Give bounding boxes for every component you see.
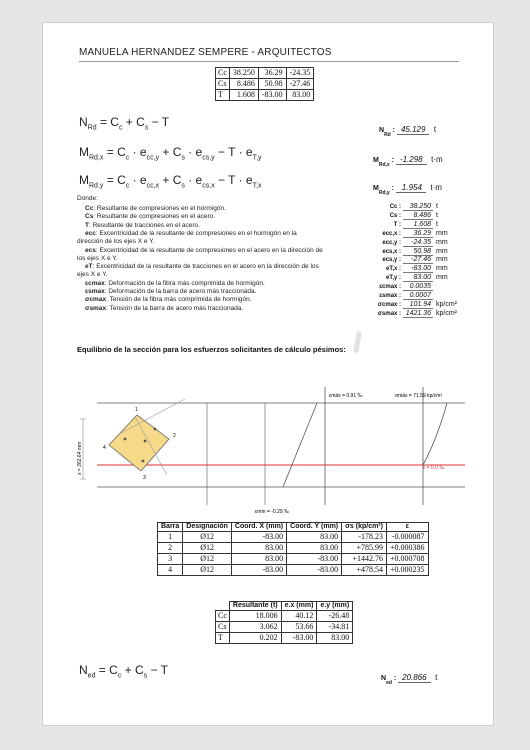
value-number: 38.250 (403, 203, 433, 211)
nrd-result: $N_{Rd}$ : 45.129 t (379, 125, 437, 139)
table-cell: -83.00 (287, 565, 342, 576)
table-row (216, 68, 314, 79)
column-header: Designación (183, 523, 232, 532)
table-cell: -0.000087 (386, 532, 428, 543)
table-cell: Cc (216, 611, 230, 622)
rebar-point (154, 428, 157, 431)
table-row (158, 532, 429, 543)
value-number: -83.00 (403, 265, 433, 273)
table-cell: 83.00 (231, 543, 286, 554)
table-row (216, 622, 353, 633)
table-cell: 4 (158, 565, 183, 576)
table-cell: -26.48 (317, 611, 353, 622)
column-header: Resultante (t) (229, 602, 281, 611)
value-key: T : (393, 221, 402, 228)
column-header: Coord. Y (mm) (287, 523, 342, 532)
column-header: e.x (mm) (281, 602, 317, 611)
column-header (216, 602, 230, 611)
value-row (378, 310, 461, 318)
rebar-point (124, 438, 127, 441)
value-unit: mm (436, 256, 448, 264)
definitions-block (77, 195, 357, 325)
table-cell: -83.00 (231, 532, 286, 543)
section-title: Equilibrio de la sección para los esfuerzos solicitantes de cálculo pésimos: (77, 345, 346, 354)
value-unit: kp/cm² (436, 309, 457, 317)
table-cell: 83.00 (231, 554, 286, 565)
definition-item (85, 305, 243, 313)
column-header: σs (kp/cm²) (342, 523, 387, 532)
value-key: εcmax : (379, 284, 402, 291)
definition-key: Cs (85, 213, 94, 221)
definition-item (85, 205, 226, 213)
definitions-intro: Donde: (77, 195, 98, 202)
definition-item (85, 288, 256, 296)
value-unit: mm (436, 265, 448, 273)
table-cell: 1.608 (229, 90, 258, 101)
table-cell: 53.66 (281, 622, 317, 633)
table-cell: Ø12 (183, 554, 232, 565)
definition-text: dirección de los ejes X e Y. (77, 238, 155, 246)
table-cell: +1442.76 (342, 554, 387, 565)
definition-text: : Resultante de compresiones en el hormigón. (93, 205, 226, 212)
definition-key: σcmax (85, 296, 107, 304)
definition-text: : Tensión de la barra de acero más traccionada. (106, 304, 244, 312)
stress-profile (423, 403, 447, 465)
ned-equation: $N_{ed} = C_c + C_s - T$ (79, 663, 168, 680)
label-zero-strain: ε = 0.0 ‰ (423, 465, 445, 471)
rebar-point (144, 440, 147, 443)
value-row (390, 212, 461, 220)
value-number: 36.29 (403, 230, 433, 238)
definition-key: T (85, 221, 89, 229)
definition-item (85, 247, 323, 255)
table-cell: -34.81 (317, 622, 353, 633)
value-number: 0.0007 (403, 292, 433, 300)
table-cell: 83.00 (286, 90, 314, 101)
value-row (386, 274, 461, 282)
definition-item (77, 271, 107, 279)
definition-item (77, 255, 118, 263)
value-row (379, 292, 461, 300)
bar-number: 3 (143, 475, 146, 481)
table-row (158, 565, 429, 576)
ned-result: $N_{ed}$ : 20.866 t (381, 673, 438, 687)
resultants-summary-table (215, 601, 353, 644)
mrdy-equation: $M_{Rd,y} = C_c \cdot e_{cc,x} + C_s \cdot e_{cs,x} - T \cdot e_{T,x}$ (79, 173, 262, 190)
value-key: eT,x : (386, 266, 402, 273)
definition-item (85, 280, 265, 288)
value-row (382, 248, 461, 256)
label-stress-max: σmáx = 71.59 kp/cm² (395, 393, 443, 399)
table-cell: 40.12 (281, 611, 317, 622)
table-cell: Cc (216, 68, 230, 79)
value-number: 101.94 (403, 301, 433, 309)
definition-item (85, 230, 297, 238)
table-cell: Ø12 (183, 543, 232, 554)
value-row (379, 283, 461, 291)
table-cell: -178.23 (342, 532, 387, 543)
value-unit: t (436, 203, 438, 210)
value-number: 50.98 (403, 248, 433, 256)
table-cell: +0.000235 (386, 565, 428, 576)
value-unit: kp/cm² (436, 300, 457, 308)
bar-number: 4 (103, 445, 106, 451)
value-unit: mm (436, 247, 448, 255)
value-key: ecc,y : (382, 239, 402, 246)
table-cell: 83.00 (317, 633, 353, 644)
label-strain-max: εmáx = 0.91 ‰ (329, 393, 363, 399)
definition-key: εsmax (85, 288, 105, 295)
label-dimension: x = 262.64 mm (77, 441, 83, 475)
definition-text: : Deformación de la barra de acero más traccionada. (104, 288, 257, 295)
value-number: -24.35 (403, 239, 433, 247)
value-row (378, 301, 461, 309)
definition-key: eT (85, 263, 93, 271)
strain-profile (283, 403, 317, 487)
column-header: Barra (158, 523, 183, 532)
table-cell: +0.000386 (386, 543, 428, 554)
table-cell: 0.202 (229, 633, 281, 644)
bar-number: 2 (173, 433, 176, 439)
value-unit: t (436, 220, 438, 228)
table-row (216, 611, 353, 622)
table-cell: Ø12 (183, 565, 232, 576)
table-cell: 83.00 (287, 543, 342, 554)
value-key: eT,y : (386, 275, 402, 282)
table-cell: T (216, 633, 230, 644)
rebar-point (142, 460, 145, 463)
resultants-table (215, 67, 314, 101)
value-unit: t (436, 211, 438, 219)
value-unit: mm (436, 274, 448, 282)
value-key: εsmax : (379, 293, 402, 299)
table-row (158, 554, 429, 565)
value-row (394, 221, 461, 229)
document-page (42, 22, 494, 726)
table-cell: 18.006 (229, 611, 281, 622)
definition-item (77, 238, 154, 246)
table-cell: Cs (216, 622, 230, 633)
value-row (386, 265, 461, 273)
table-cell: 2 (158, 543, 183, 554)
value-row (382, 239, 461, 247)
table-cell: 3 (158, 554, 183, 565)
definition-text: : Deformación de la fibra más comprimida de hormigón. (104, 279, 265, 287)
definition-key: Cc (85, 205, 94, 212)
value-key: σcmax : (377, 301, 402, 308)
header-divider (79, 61, 459, 62)
table-cell: 8.486 (229, 79, 258, 90)
definition-key: ecs (85, 246, 96, 254)
table-cell: Cs (216, 79, 230, 90)
definition-item (85, 263, 319, 271)
definition-text: : Resultante de tracciones en el acero. (88, 221, 200, 229)
table-cell: +785.99 (342, 543, 387, 554)
table-cell: Ø12 (183, 532, 232, 543)
table-cell: +478.54 (342, 565, 387, 576)
table-cell: 50.98 (258, 79, 286, 90)
table-cell: -83.00 (231, 565, 286, 576)
value-key: ecc,x : (382, 230, 402, 237)
table-cell: -27.46 (286, 79, 314, 90)
table-row (158, 543, 429, 554)
bars-table (157, 522, 429, 576)
definition-text: ejes X e Y. (77, 271, 108, 279)
value-number: -27.46 (403, 256, 433, 264)
definition-item (85, 222, 200, 230)
definition-text: : Tensión de la fibra más comprimida de hormigón. (106, 296, 252, 304)
definition-key: ecc (85, 229, 96, 237)
table-row (216, 90, 314, 101)
table-cell: -83.00 (281, 633, 317, 644)
table-cell: 1 (158, 532, 183, 543)
table-row (216, 633, 353, 644)
table-cell: 83.00 (287, 532, 342, 543)
values-column (343, 203, 461, 328)
value-row (390, 203, 461, 211)
column-header: Coord. X (mm) (231, 523, 286, 532)
bar-number: 1 (135, 407, 138, 413)
value-number: 8.486 (403, 212, 433, 220)
value-number: 1421.36 (403, 310, 433, 318)
table-cell: 3.062 (229, 622, 281, 633)
value-unit: mm (436, 229, 448, 237)
definition-text: : Excentricidad de la resultante de compresiones en el acero en la dirección de (95, 246, 323, 254)
mrdy-result: $M_{Rd,y}$ : 1.954 t·m (373, 183, 442, 197)
value-key: ecs,x : (382, 248, 402, 255)
value-unit: mm (436, 238, 448, 246)
table-cell: T (216, 90, 230, 101)
column-header: e.y (mm) (317, 602, 353, 611)
value-row (382, 230, 461, 238)
definition-text: : Excentricidad de la resultante de tracciones en el acero en la dirección de los (92, 263, 319, 271)
value-key: σsmax : (377, 310, 402, 317)
table-cell: -83.00 (287, 554, 342, 565)
value-number: 83.00 (403, 274, 433, 282)
table-cell: 36.29 (258, 68, 286, 79)
definition-text: : Excentricidad de la resultante de compresiones en el hormigón en la (95, 229, 297, 237)
label-strain-min: εmín = -0.29 ‰ (255, 509, 290, 515)
strain-diagram (77, 379, 467, 515)
column-header: ε (386, 523, 428, 532)
value-row (382, 256, 461, 264)
decorative-mark (353, 331, 362, 354)
value-key: ecs,y : (382, 257, 402, 264)
definition-item (85, 296, 252, 304)
table-cell: +0.000708 (386, 554, 428, 565)
definition-key: σsmax (85, 304, 107, 312)
value-number: 0.0035 (403, 283, 433, 291)
table-cell: 38.250 (229, 68, 258, 79)
value-key: Cc : (389, 204, 402, 210)
table-cell: -83.00 (258, 90, 286, 101)
mrdx-result: $M_{Rd,x}$ : -1.298 t·m (373, 155, 443, 169)
definition-text: los ejes X e Y. (77, 254, 118, 262)
nrd-equation: $N_{Rd} = C_c + C_s - T$ (79, 115, 170, 132)
definition-text: : Resultante de compresiones en el acero. (93, 213, 216, 221)
value-key: Cs : (389, 212, 402, 219)
definition-key: εcmax (85, 279, 105, 287)
table-row (216, 79, 314, 90)
table-cell: -24.35 (286, 68, 314, 79)
page-header: MANUELA HERNANDEZ SEMPERE - ARQUITECTOS (79, 47, 332, 58)
mrdx-equation: $M_{Rd,x} = C_c \cdot e_{cc,y} + C_s \cdot e_{cs,y} - T \cdot e_{T,y}$ (79, 145, 262, 162)
value-number: 1.608 (403, 221, 433, 229)
definition-item (85, 213, 215, 221)
